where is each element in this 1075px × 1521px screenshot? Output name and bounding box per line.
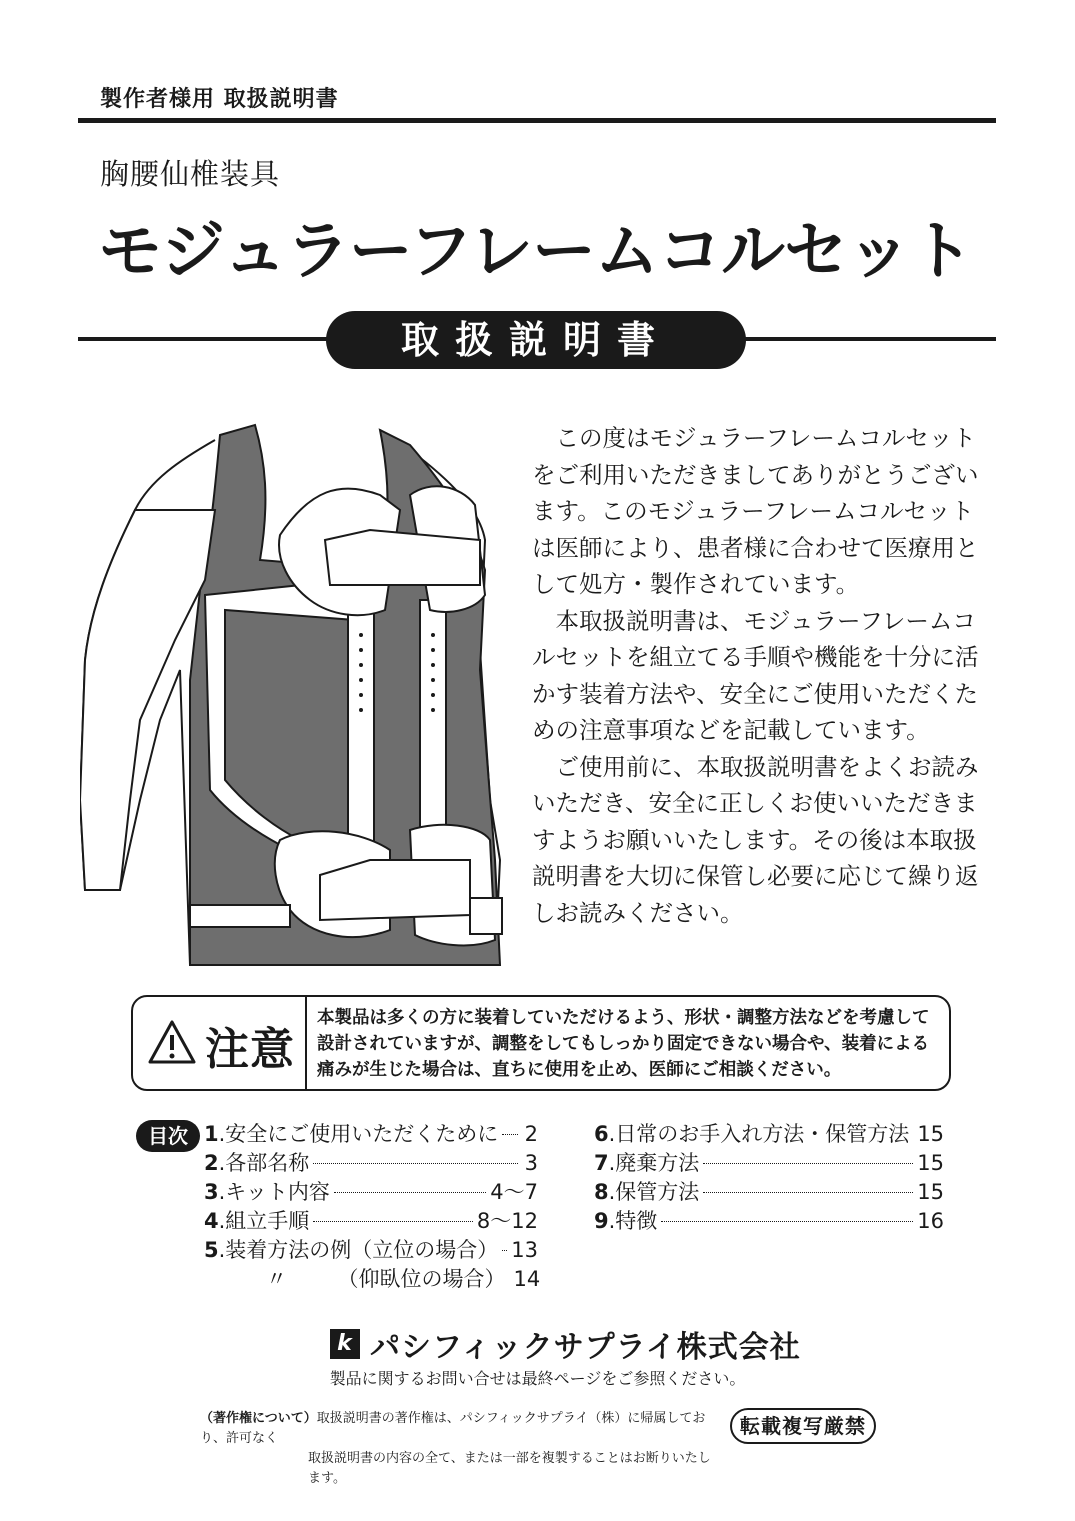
toc-leader bbox=[502, 1250, 507, 1251]
toc-page: 2 bbox=[524, 1122, 538, 1146]
toc-page: 13 bbox=[511, 1238, 538, 1262]
intro-paragraph: この度はモジュラーフレームコルセットをご利用いただきましてありがとうございます。このモジュラーフレームコルセットは医師により、患者様に合わせて医療用として処方・製作されています。 bbox=[532, 424, 979, 598]
inquiry-note: 製品に関するお問い合せは最終ページをご参照ください。 bbox=[329, 1369, 746, 1388]
manual-title-banner: 取扱説明書 bbox=[326, 311, 746, 369]
toc-item[interactable] bbox=[204, 1178, 538, 1207]
toc-title: .組立手順 bbox=[218, 1209, 310, 1233]
copyright-label: （著作権について） bbox=[200, 1411, 317, 1426]
toc-page: 15 bbox=[917, 1151, 944, 1175]
toc-item[interactable] bbox=[204, 1236, 538, 1265]
toc-page: 15 bbox=[917, 1180, 944, 1204]
company-name-block bbox=[330, 1322, 801, 1366]
caution-box bbox=[131, 995, 951, 1091]
toc-page: 14 bbox=[513, 1267, 541, 1291]
toc-item[interactable] bbox=[204, 1207, 538, 1236]
document-type-label: 製作者様用 取扱説明書 bbox=[100, 87, 339, 112]
toc-title: .廃棄方法 bbox=[608, 1151, 700, 1175]
toc-leader bbox=[703, 1163, 913, 1164]
toc-title: .キット内容 bbox=[218, 1180, 330, 1204]
header-rule bbox=[78, 118, 996, 123]
copyright-line-1: 取扱説明書の著作権は、パシフィックサプライ（株）に帰属しており、許可なく bbox=[200, 1411, 706, 1446]
caution-text: 本製品は多くの方に装着していただけるよう、形状・調整方法などを考慮して設計されていますが、調整をしてもしっかり固定できない場合や、装着による痛みが生じた場合は、直ちに使用を止め、医師にご相談ください。 bbox=[317, 1008, 930, 1080]
toc-item[interactable] bbox=[594, 1207, 944, 1236]
company-name: パシフィックサプライ株式会社 bbox=[370, 1330, 801, 1365]
copyright-notice bbox=[200, 1409, 720, 1489]
toc-number: 2 bbox=[204, 1151, 219, 1175]
toc-item[interactable] bbox=[204, 1120, 538, 1149]
toc-title: .安全にご使用いただくために bbox=[218, 1122, 499, 1146]
company-logo: k bbox=[330, 1329, 360, 1359]
toc-title: .日常のお手入れ方法・保管方法 bbox=[608, 1122, 910, 1146]
toc-leader bbox=[502, 1134, 518, 1135]
toc-number: 4 bbox=[204, 1209, 219, 1233]
toc-leader bbox=[661, 1221, 913, 1222]
intro-paragraph: ご使用前に、本取扱説明書をよくお読みいただき、安全に正しくお使いいただきますようお願いいたします。その後は本取扱説明書を大切に保管し必要に応じて繰り返しお読みください。 bbox=[532, 752, 979, 927]
intro-paragraph: 本取扱説明書は、モジュラーフレームコルセットを組立てる手順や機能を十分に活かす装着方法や、安全にご使用いただくための注意事項などを記載しています。 bbox=[532, 606, 979, 744]
toc-title: .各部名称 bbox=[218, 1151, 310, 1175]
toc-leader bbox=[703, 1192, 913, 1193]
toc-page: 8〜12 bbox=[476, 1209, 538, 1233]
toc-title: .保管方法 bbox=[608, 1180, 700, 1204]
toc-title: .特徴 bbox=[608, 1209, 658, 1233]
toc-badge: 目次 bbox=[136, 1120, 200, 1152]
corset-illustration bbox=[80, 420, 520, 970]
toc-item[interactable] bbox=[594, 1120, 944, 1149]
caution-title: 注意 bbox=[205, 1024, 295, 1075]
toc-page: 15 bbox=[917, 1122, 945, 1146]
toc-number: 1 bbox=[204, 1122, 219, 1146]
toc-page: 16 bbox=[917, 1209, 944, 1233]
toc-leader bbox=[313, 1221, 473, 1222]
toc-page: 4〜7 bbox=[490, 1180, 538, 1204]
toc-number: 6 bbox=[594, 1122, 609, 1146]
copyright-line-2: 取扱説明書の内容の全て、または一部を複製することはお断りいたします。 bbox=[308, 1451, 711, 1486]
introduction-text bbox=[532, 420, 992, 931]
toc-left-column bbox=[204, 1120, 541, 1294]
toc-title: （仰臥位の場合） bbox=[337, 1267, 506, 1291]
toc-number: 5 bbox=[204, 1238, 219, 1262]
caution-divider bbox=[305, 997, 307, 1089]
product-category: 胸腰仙椎装具 bbox=[100, 157, 281, 191]
toc-number: 7 bbox=[594, 1151, 609, 1175]
toc-ditto-mark: 〃 bbox=[266, 1267, 287, 1291]
toc-item[interactable] bbox=[594, 1149, 944, 1178]
product-name: モジュラーフレームコルセット bbox=[98, 215, 973, 289]
warning-triangle-icon bbox=[147, 1019, 197, 1065]
toc-subitem[interactable] bbox=[204, 1265, 541, 1294]
toc-right-column bbox=[594, 1120, 944, 1236]
no-reprint-badge: 転載複写厳禁 bbox=[730, 1408, 876, 1444]
toc-number: 9 bbox=[594, 1209, 609, 1233]
toc-item[interactable] bbox=[204, 1149, 538, 1178]
toc-leader bbox=[334, 1192, 486, 1193]
toc-title: .装着方法の例（立位の場合） bbox=[218, 1238, 499, 1262]
toc-number: 3 bbox=[204, 1180, 219, 1204]
toc-leader bbox=[313, 1163, 518, 1164]
toc-page: 3 bbox=[524, 1151, 538, 1175]
toc-item[interactable] bbox=[594, 1178, 944, 1207]
toc-number: 8 bbox=[594, 1180, 609, 1204]
